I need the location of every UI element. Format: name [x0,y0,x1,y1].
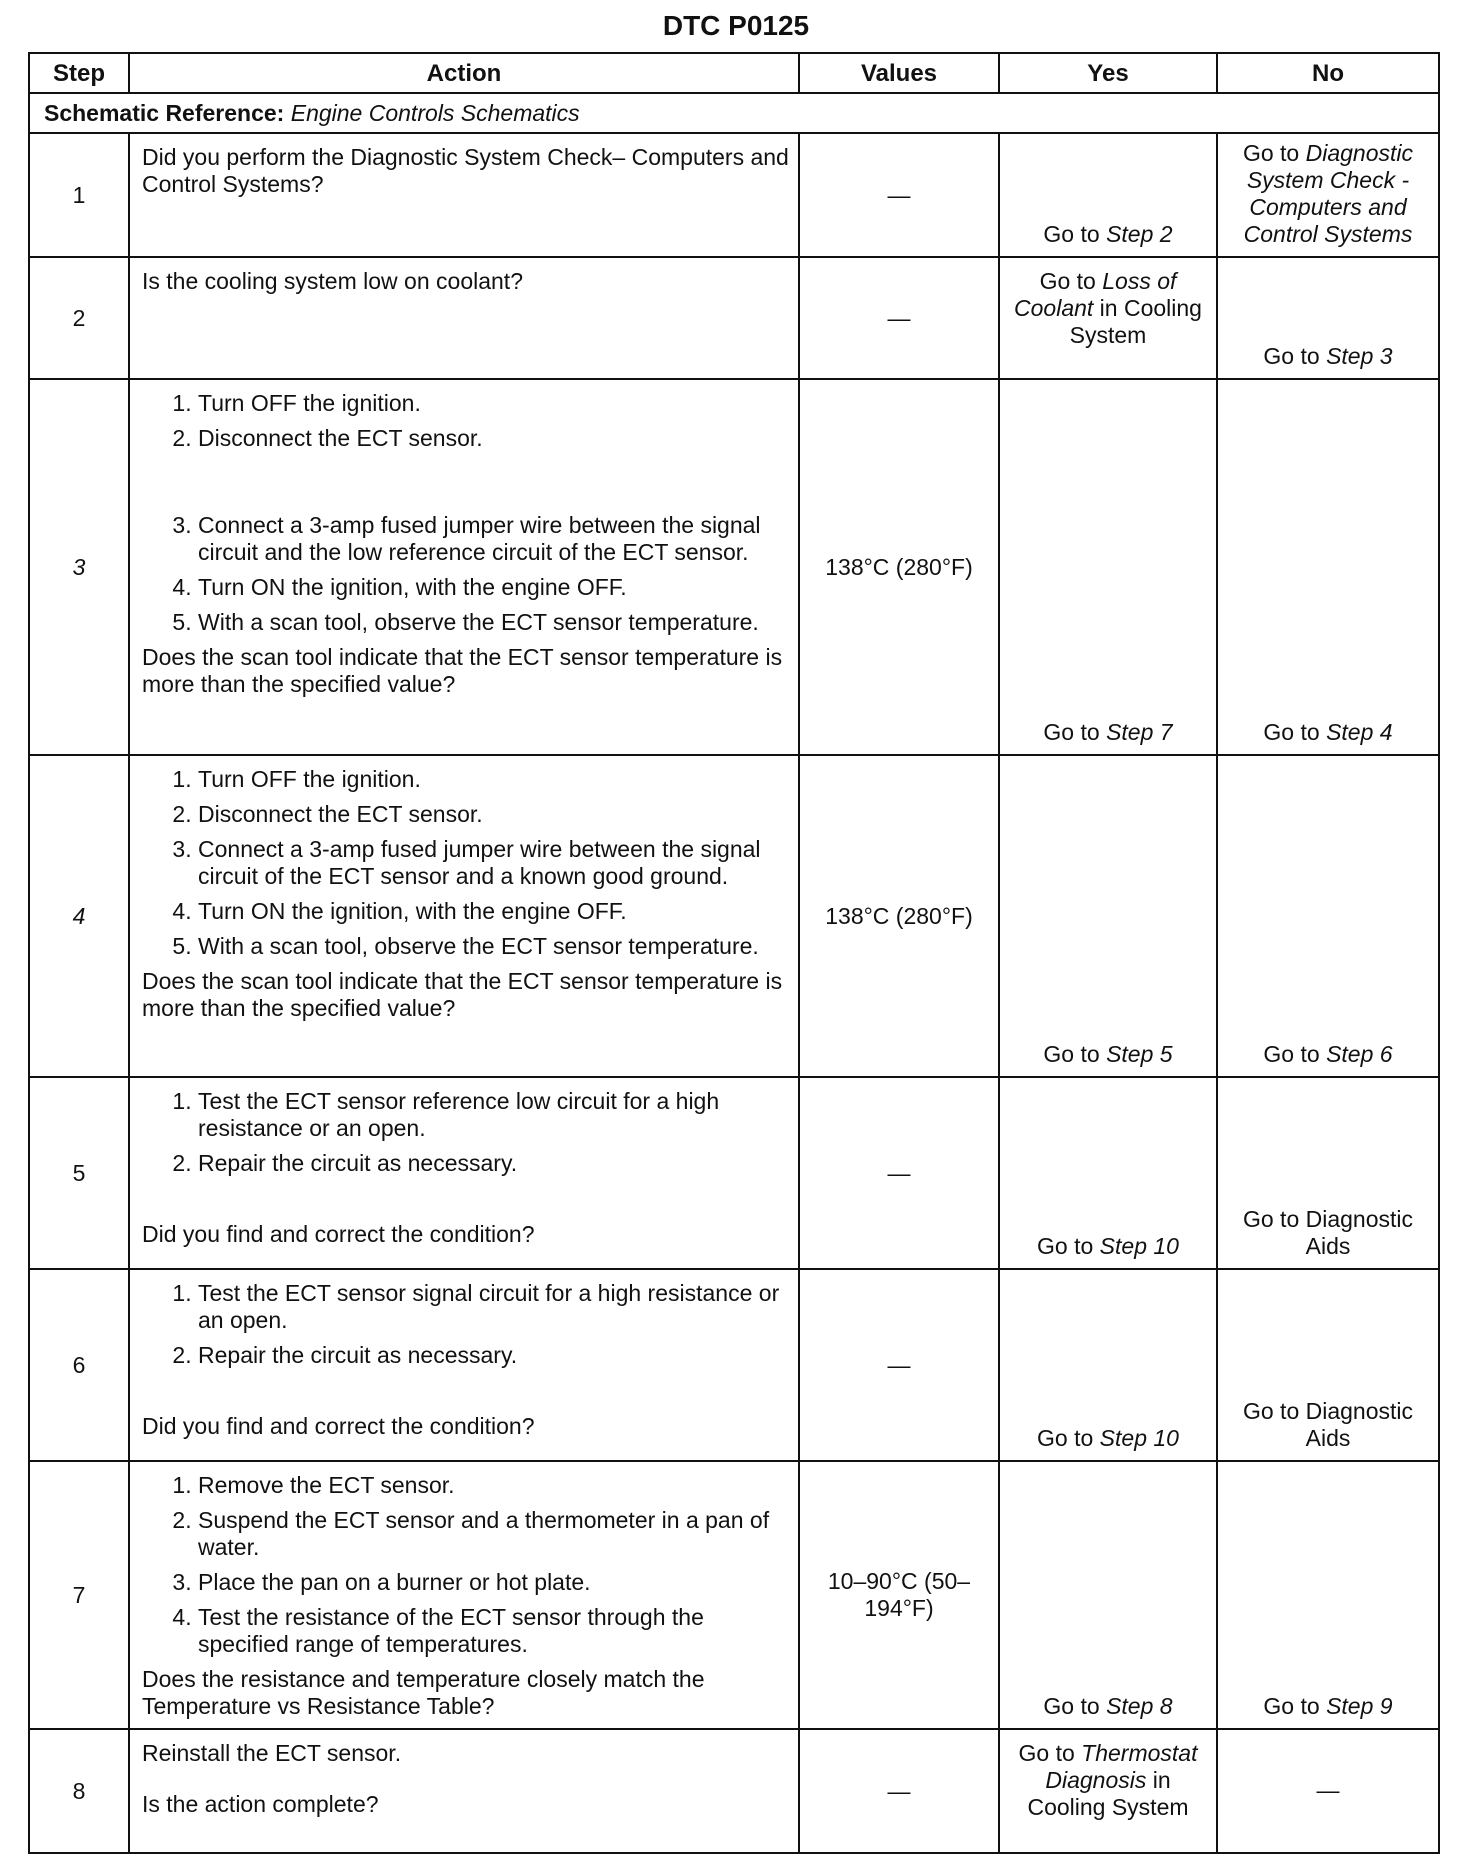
action-step: 3. Connect a 3-amp fused jumper wire between the signal circuit of the ECT sensor and a known good ground. [198,836,790,890]
action-steps [142,766,790,960]
no-prefix: Go to [1263,719,1327,745]
header-values: Values [799,53,999,93]
table-row [29,1461,1439,1729]
no-cell [1217,257,1439,379]
no-cell [1217,755,1439,1077]
action-question: Did you find and correct the condition? [142,1221,535,1247]
yes-prefix: Go to [1043,719,1107,745]
schematic-row [29,93,1439,133]
header-no: No [1217,53,1439,93]
action-step: 3. Connect a 3-amp fused jumper wire between the signal circuit and the low reference circuit of the ECT sensor. [198,512,790,566]
yes-cell [999,1077,1217,1269]
action-step: 1. Test the ECT sensor reference low circuit for a high resistance or an open. [198,1088,790,1142]
step-number: 4 [29,755,129,1077]
value-cell: 10–90°C (50–194°F) [799,1461,999,1729]
action-steps [142,1280,790,1369]
no-cell [1217,1269,1439,1461]
table-row [29,1729,1439,1853]
yes-link: Step 7 [1106,719,1173,745]
yes-cell [999,1269,1217,1461]
action-steps [142,390,790,636]
action-cell [129,1461,799,1729]
value-cell: 138°C (280°F) [799,755,999,1077]
table-row [29,379,1439,755]
yes-cell [999,257,1217,379]
action-step: 1. Remove the ECT sensor. [198,1472,790,1499]
action-step: 5. With a scan tool, observe the ECT sensor temperature. [198,609,790,636]
value-cell: — [799,133,999,257]
table-row [29,257,1439,379]
yes-link: Step 8 [1106,1693,1173,1719]
action-step: 4. Test the resistance of the ECT sensor through the specified range of temperatures. [198,1604,790,1658]
yes-prefix: Go to [1043,221,1107,247]
no-cell [1217,133,1439,257]
action-question: Did you find and correct the condition? [142,1413,535,1439]
document-title: DTC P0125 [662,10,810,41]
action-step: 1. Turn OFF the ignition. [198,766,790,793]
no-link: Step 9 [1326,1693,1393,1719]
action-question: Is the cooling system low on coolant? [142,268,523,294]
table-row [29,1077,1439,1269]
yes-prefix: Go to [1018,1740,1082,1766]
no-prefix: — [1316,1776,1340,1803]
no-prefix: Go to Diagnostic Aids [1242,1206,1414,1259]
yes-prefix: Go to [1037,1233,1100,1259]
yes-prefix: Go to [1043,1041,1107,1067]
value-cell: — [799,1077,999,1269]
action-step: 1. Turn OFF the ignition. [198,390,790,417]
yes-link: Step 10 [1099,1233,1179,1259]
action-question: Did you perform the Diagnostic System Check– Computers and Control Systems? [142,144,789,197]
yes-link: Thermostat Diagnosis [1045,1740,1198,1793]
action-question: Does the scan tool indicate that the ECT sensor temperature is more than the specified value? [142,644,783,697]
action-step: 2. Repair the circuit as necessary. [198,1342,790,1369]
table-row [29,133,1439,257]
action-steps [142,1472,790,1658]
action-step: 3. Place the pan on a burner or hot plate. [198,1569,790,1596]
action-cell [129,379,799,755]
step-number: 5 [29,1077,129,1269]
yes-prefix: Go to [1043,1693,1107,1719]
table-row [29,1269,1439,1461]
no-link: Step 4 [1326,719,1393,745]
yes-cell [999,755,1217,1077]
yes-link: Step 2 [1106,221,1173,247]
action-question: Does the resistance and temperature closely match the Temperature vs Resistance Table? [142,1666,705,1719]
no-prefix: Go to [1263,343,1327,369]
action-cell [129,1077,799,1269]
schematic-label: Schematic Reference: [44,99,285,126]
step-number: 3 [29,379,129,755]
no-cell [1217,1729,1439,1853]
header-row [29,53,1439,93]
no-link: Step 6 [1326,1041,1393,1067]
yes-cell [999,379,1217,755]
action-cell [129,1269,799,1461]
yes-prefix: Go to [1037,1425,1100,1451]
diagnostic-table [28,52,1440,1854]
action-steps [142,1088,790,1177]
action-step: 2. Suspend the ECT sensor and a thermometer in a pan of water. [198,1507,790,1561]
action-cell [129,133,799,257]
value-cell: — [799,257,999,379]
yes-suffix: in Cooling System [1069,295,1202,348]
action-question: Is the action complete? [142,1791,379,1817]
header-action: Action [129,53,799,93]
header-yes: Yes [999,53,1217,93]
yes-link: Step 5 [1106,1041,1173,1067]
action-step: 4. Turn ON the ignition, with the engine OFF. [198,574,790,601]
value-cell: — [799,1729,999,1853]
value-cell: — [799,1269,999,1461]
no-cell [1217,379,1439,755]
no-prefix: Go to [1242,140,1306,166]
action-lead: Reinstall the ECT sensor. [142,1740,402,1766]
no-cell [1217,1077,1439,1269]
step-number: 8 [29,1729,129,1853]
action-step: 2. Disconnect the ECT sensor. [198,801,790,828]
no-link: Diagnostic System Check - Computers and Control Systems [1243,140,1414,247]
table-row [29,755,1439,1077]
step-number: 7 [29,1461,129,1729]
yes-suffix: in Cooling System [1027,1767,1189,1820]
yes-prefix: Go to [1039,268,1103,294]
no-prefix: Go to [1263,1693,1327,1719]
yes-link: Step 10 [1099,1425,1179,1451]
action-cell [129,1729,799,1853]
action-step: 2. Disconnect the ECT sensor. [198,425,790,452]
value-cell: 138°C (280°F) [799,379,999,755]
yes-cell [999,1461,1217,1729]
action-cell [129,755,799,1077]
action-step: 1. Test the ECT sensor signal circuit for a high resistance or an open. [198,1280,790,1334]
schematic-value: Engine Controls Schematics [290,99,580,126]
action-cell [129,257,799,379]
step-number: 1 [29,133,129,257]
yes-link: Loss of Coolant [1014,268,1177,321]
header-step: Step [29,53,129,93]
action-question: Does the scan tool indicate that the ECT sensor temperature is more than the specified value? [142,968,783,1021]
action-step: 4. Turn ON the ignition, with the engine OFF. [198,898,790,925]
step-number: 2 [29,257,129,379]
action-step: 5. With a scan tool, observe the ECT sensor temperature. [198,933,790,960]
yes-cell [999,133,1217,257]
no-prefix: Go to Diagnostic Aids [1242,1398,1414,1451]
step-number: 6 [29,1269,129,1461]
no-cell [1217,1461,1439,1729]
no-prefix: Go to [1263,1041,1327,1067]
action-step: 2. Repair the circuit as necessary. [198,1150,790,1177]
no-link: Step 3 [1326,343,1393,369]
yes-cell [999,1729,1217,1853]
